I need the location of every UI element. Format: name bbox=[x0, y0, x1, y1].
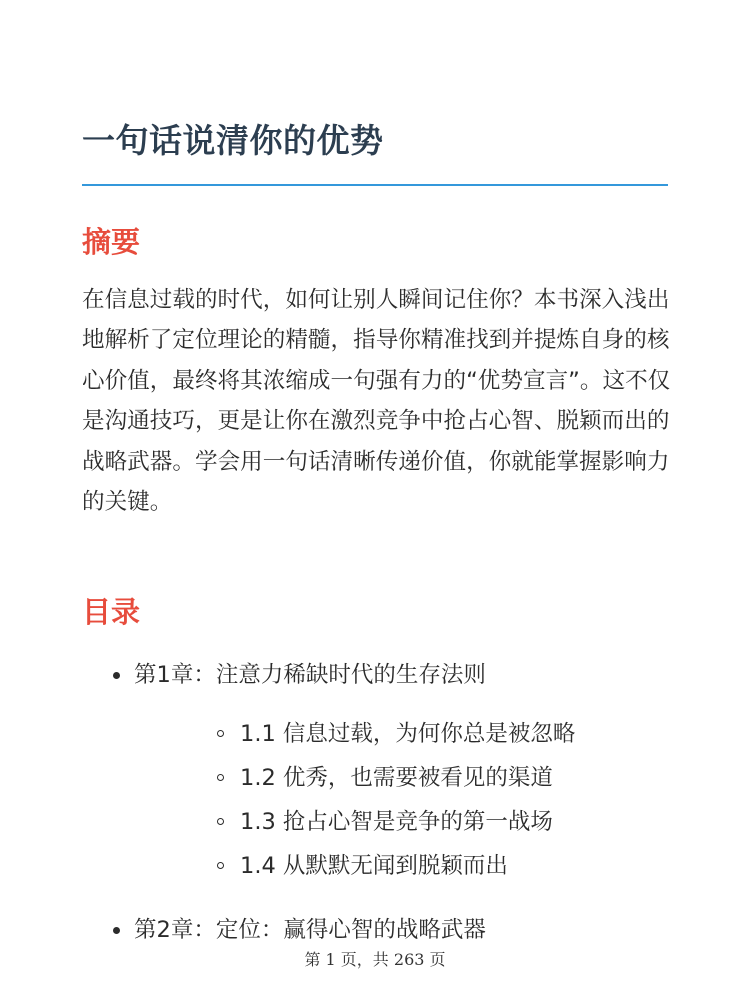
toc-chapter-1 bbox=[82, 655, 668, 888]
hollow-bullet-icon bbox=[217, 818, 224, 825]
toc-section-label: 1.3 抢占心智是竞争的第一战场 bbox=[240, 809, 553, 835]
toc-chapter-2 bbox=[82, 910, 668, 950]
toc-section-item bbox=[134, 800, 668, 844]
toc-heading: 目录 bbox=[82, 595, 141, 629]
hollow-bullet-icon bbox=[217, 730, 224, 737]
filled-bullet-icon bbox=[113, 927, 120, 934]
toc-section-label: 1.2 优秀，也需要被看见的渠道 bbox=[240, 765, 553, 791]
hollow-bullet-icon bbox=[217, 862, 224, 869]
toc-section-item bbox=[134, 844, 668, 888]
page-number-footer: 第 1 页，共 263 页 bbox=[304, 950, 446, 969]
hollow-bullet-icon bbox=[217, 774, 224, 781]
summary-paragraph: 在信息过载的时代，如何让别人瞬间记住你？本书深入浅出地解析了定位理论的精髓，指导你精准找到并提炼自身的核心价值，最终将其浓缩成一句强有力的“优势宣言”。这不仅是沟通技巧，更是让你在激烈竞争中抢占心智、脱颖而出的战略武器。学会用一句话清晰传递价值，你就能掌握影响力的关键。 bbox=[82, 287, 671, 516]
toc-section-list bbox=[134, 712, 668, 888]
book-title: 一句话说清你的优势 bbox=[82, 121, 384, 160]
toc-section-item bbox=[134, 712, 668, 756]
summary-heading: 摘要 bbox=[82, 225, 141, 259]
toc-chapter-label: 第2章：定位：赢得心智的战略武器 bbox=[134, 917, 486, 943]
toc-section-label: 1.1 信息过载，为何你总是被忽略 bbox=[240, 721, 576, 747]
toc-section-item bbox=[134, 756, 668, 800]
filled-bullet-icon bbox=[113, 672, 120, 679]
toc-chapter-label: 第1章：注意力稀缺时代的生存法则 bbox=[134, 662, 486, 688]
document-page bbox=[82, 0, 671, 1000]
title-divider bbox=[82, 184, 668, 186]
table-of-contents bbox=[82, 655, 668, 950]
toc-section-label: 1.4 从默默无闻到脱颖而出 bbox=[240, 853, 508, 879]
